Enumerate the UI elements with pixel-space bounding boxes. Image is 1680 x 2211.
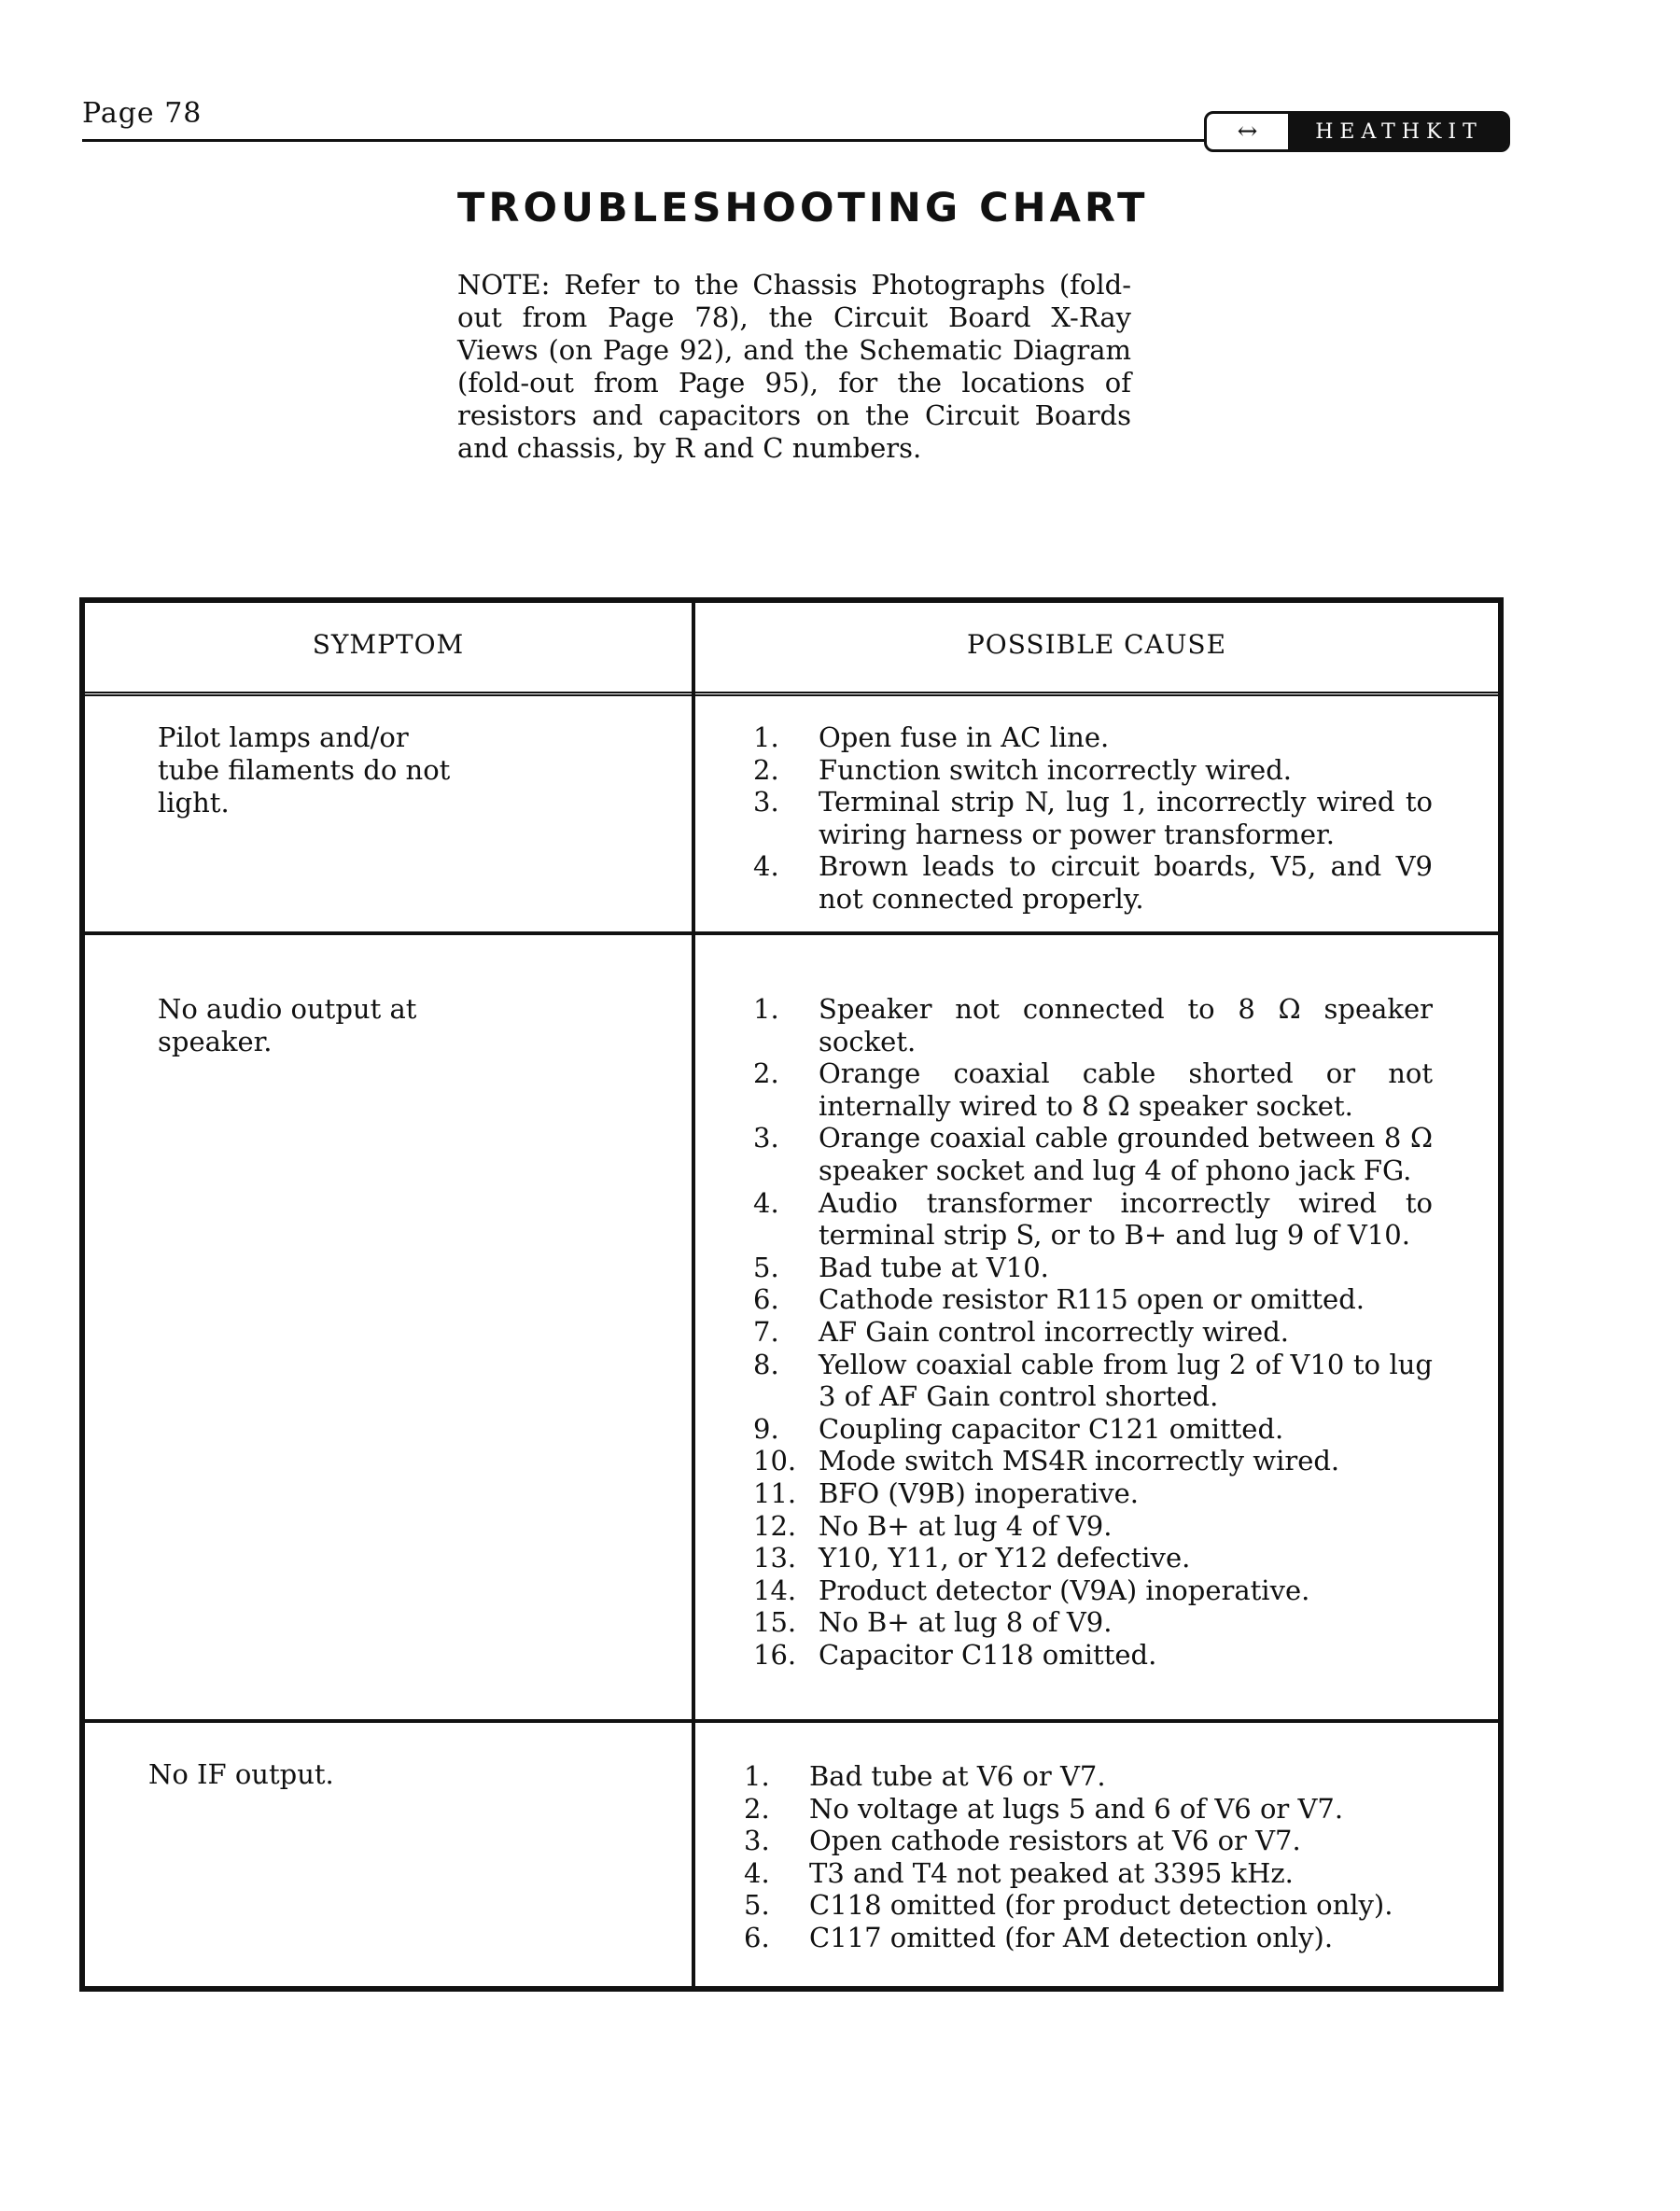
cause-list xyxy=(744,1760,1433,1954)
list-item: 3. Orange coaxial cable grounded between 8 Ω speaker socket and lug 4 of phono jack FG. xyxy=(753,1122,1433,1186)
cause-list xyxy=(753,721,1433,916)
list-item: 11. BFO (V9B) inoperative. xyxy=(753,1476,1139,1509)
list-item: 2. Orange coaxial cable shorted or not internally wired to 8 Ω speaker socket. xyxy=(753,1057,1433,1122)
list-item: 4. Audio transformer incorrectly wired to terminal strip S, or to B+ and lug 9 of V10. xyxy=(753,1186,1433,1252)
list-item: 6. C117 omitted (for AM detection only). xyxy=(744,1921,1334,1953)
list-item: 3. Open cathode resistors at V6 or V7. xyxy=(744,1825,1301,1857)
list-item: 3. Terminal strip N, lug 1, incorrectly wired to wiring harness or power transformer. xyxy=(753,786,1433,850)
list-item: 7. AF Gain control incorrectly wired. xyxy=(753,1315,1289,1348)
list-item: 4. T3 and T4 not peaked at 3395 kHz. xyxy=(744,1856,1294,1889)
list-item: 6. Cathode resistor R115 open or omitted. xyxy=(753,1283,1365,1316)
list-item: 1. Speaker not connected to 8 Ω speaker socket. xyxy=(753,993,1433,1057)
column-divider xyxy=(692,603,695,1986)
troubleshooting-table xyxy=(79,597,1504,1992)
list-item: 4. Brown leads to circuit boards, V5, and V9 not connected properly. xyxy=(753,850,1433,915)
list-item: 8. Yellow coaxial cable from lug 2 of V10 to lug 3 of AF Gain control shorted. xyxy=(753,1348,1433,1413)
logo-emblem-icon: ↔ xyxy=(1207,114,1291,149)
list-item: 1. Open fuse in AC line. xyxy=(753,721,1110,753)
list-item: 1. Bad tube at V6 or V7. xyxy=(744,1760,1106,1792)
page-number: Page 78 xyxy=(82,97,203,130)
symptom-cell: No audio output at speaker. xyxy=(158,993,417,1057)
list-item: 9. Coupling capacitor C121 omitted. xyxy=(753,1412,1284,1445)
list-item: 13. Y10, Y11, or Y12 defective. xyxy=(753,1542,1191,1574)
note-paragraph: NOTE: Refer to the Chassis Photographs (fold-out from Page 78), the Circuit Board X-Ray Views (on Page 92), and the Schematic Diagram (fold-out from Page 95), for the locations of resistors and capacitors on the Circuit Boards and chassis, by R and C numbers. xyxy=(457,269,1131,464)
cause-list xyxy=(753,993,1433,1671)
row-divider xyxy=(85,931,1498,935)
symptom-header: SYMPTOM xyxy=(312,629,465,660)
list-item: 2. No voltage at lugs 5 and 6 of V6 or V7. xyxy=(744,1792,1344,1825)
row-divider xyxy=(85,1719,1498,1723)
table-header xyxy=(85,603,1498,696)
list-item: 10. Mode switch MS4R incorrectly wired. xyxy=(753,1445,1340,1477)
list-item: 12. No B+ at lug 4 of V9. xyxy=(753,1509,1113,1542)
list-item: 5. C118 omitted (for product detection only). xyxy=(744,1889,1393,1922)
logo-text: HEATHKIT xyxy=(1291,114,1507,149)
list-item: 2. Function switch incorrectly wired. xyxy=(753,753,1292,786)
symptom-cell: Pilot lamps and/or tube filaments do not light. xyxy=(158,721,451,819)
header-rule xyxy=(82,139,1213,142)
list-item: 14. Product detector (V9A) inoperative. xyxy=(753,1574,1310,1606)
page-title: TROUBLESHOOTING CHART xyxy=(457,185,1149,231)
possible-cause-header: POSSIBLE CAUSE xyxy=(966,629,1227,660)
list-item: 16. Capacitor C118 omitted. xyxy=(753,1638,1157,1671)
symptom-cell: No IF output. xyxy=(148,1758,334,1790)
heathkit-logo xyxy=(1204,111,1510,152)
list-item: 15. No B+ at lug 8 of V9. xyxy=(753,1606,1113,1639)
list-item: 5. Bad tube at V10. xyxy=(753,1251,1049,1283)
